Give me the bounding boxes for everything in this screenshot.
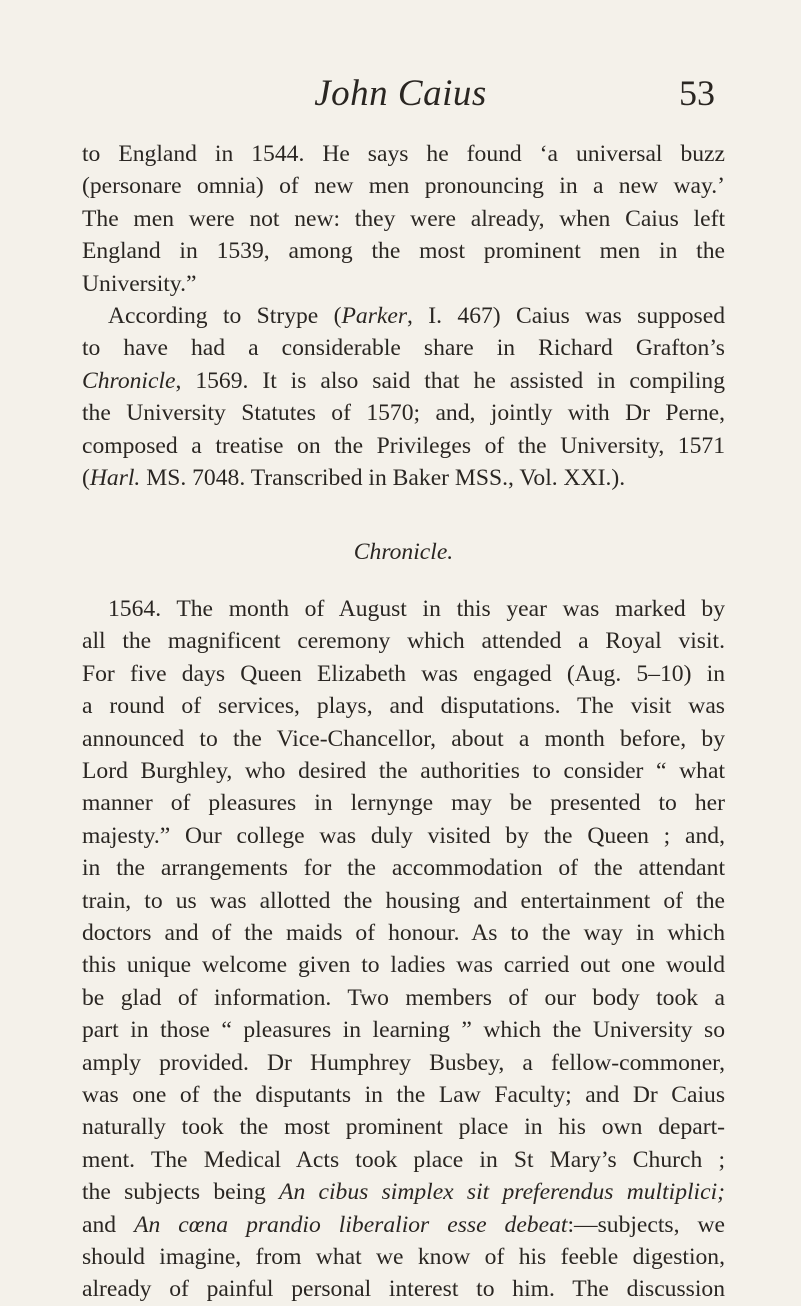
- text-line: train, to us was allotted the housing and entertainment of the: [82, 887, 725, 914]
- text-line: the University Statutes of 1570; and, jointly with Dr Perne,: [82, 400, 725, 427]
- body-text: [82, 138, 725, 1306]
- text-line: The men were not new: they were already, when Caius left: [82, 205, 725, 232]
- text-line: Lord Burghley, who desired the authorities to consider “ what: [82, 757, 725, 784]
- text-line: University.”: [82, 270, 197, 297]
- text-line: majesty.” Our college was duly visited by the Queen ; and,: [82, 822, 725, 849]
- text-line: According to Strype (Parker, I. 467) Caius was supposed: [108, 303, 725, 330]
- text-line: was one of the disputants in the Law Faculty; and Dr Caius: [82, 1081, 725, 1108]
- text-line: composed a treatise on the Privileges of the University, 1571: [82, 432, 725, 459]
- text-line: to England in 1544. He says he found ‘a universal buzz: [82, 141, 725, 167]
- text-line: (personare omnia) of new men pronouncing in a new way.’: [82, 173, 725, 200]
- text-line: and An cœna prandio liberalior esse debeat:—subjects, we: [82, 1211, 726, 1238]
- text-line: announced to the Vice-Chancellor, about a month before, by: [82, 725, 725, 752]
- text-line: 1564. The month of August in this year was marked by: [108, 595, 725, 622]
- text-line: should imagine, from what we know of his feeble digestion,: [82, 1244, 725, 1270]
- text-line: already of painful personal interest to him. The discussion: [82, 1276, 725, 1303]
- section-heading: Chronicle.: [353, 539, 454, 566]
- text-line: England in 1539, among the most prominent men in the: [82, 238, 725, 265]
- page-number: 53: [679, 73, 715, 113]
- text-line: a round of services, plays, and disputations. The visit was: [82, 693, 725, 720]
- page-header: [0, 72, 801, 122]
- text-line: the subjects being An cibus simplex sit preferendus multiplici;: [82, 1179, 725, 1206]
- text-line: naturally took the most prominent place in his own depart-: [82, 1114, 725, 1141]
- text-line: (Harl. MS. 7048. Transcribed in Baker MSS., Vol. XXI.).: [82, 465, 626, 492]
- text-line: this unique welcome given to ladies was carried out one would: [82, 952, 725, 979]
- text-line: doctors and of the maids of honour. As to the way in which: [82, 919, 725, 946]
- text-line: in the arrangements for the accommodation of the attendant: [82, 855, 725, 882]
- text-line: For five days Queen Elizabeth was engaged (Aug. 5–10) in: [82, 660, 725, 687]
- text-line: to have had a considerable share in Richard Grafton’s: [82, 335, 725, 362]
- text-line: amply provided. Dr Humphrey Busbey, a fellow-commoner,: [82, 1049, 725, 1076]
- text-line: ment. The Medical Acts took place in St Mary’s Church ;: [82, 1146, 725, 1173]
- text-line: Chronicle, 1569. It is also said that he assisted in compiling: [82, 367, 725, 394]
- running-title: John Caius: [314, 73, 487, 114]
- text-line: part in those “ pleasures in learning ” which the University so: [82, 1017, 725, 1044]
- text-line: all the magnificent ceremony which attended a Royal visit.: [82, 628, 725, 655]
- text-line: be glad of information. Two members of our body took a: [82, 984, 725, 1011]
- text-line: manner of pleasures in lernynge may be presented to her: [82, 790, 725, 817]
